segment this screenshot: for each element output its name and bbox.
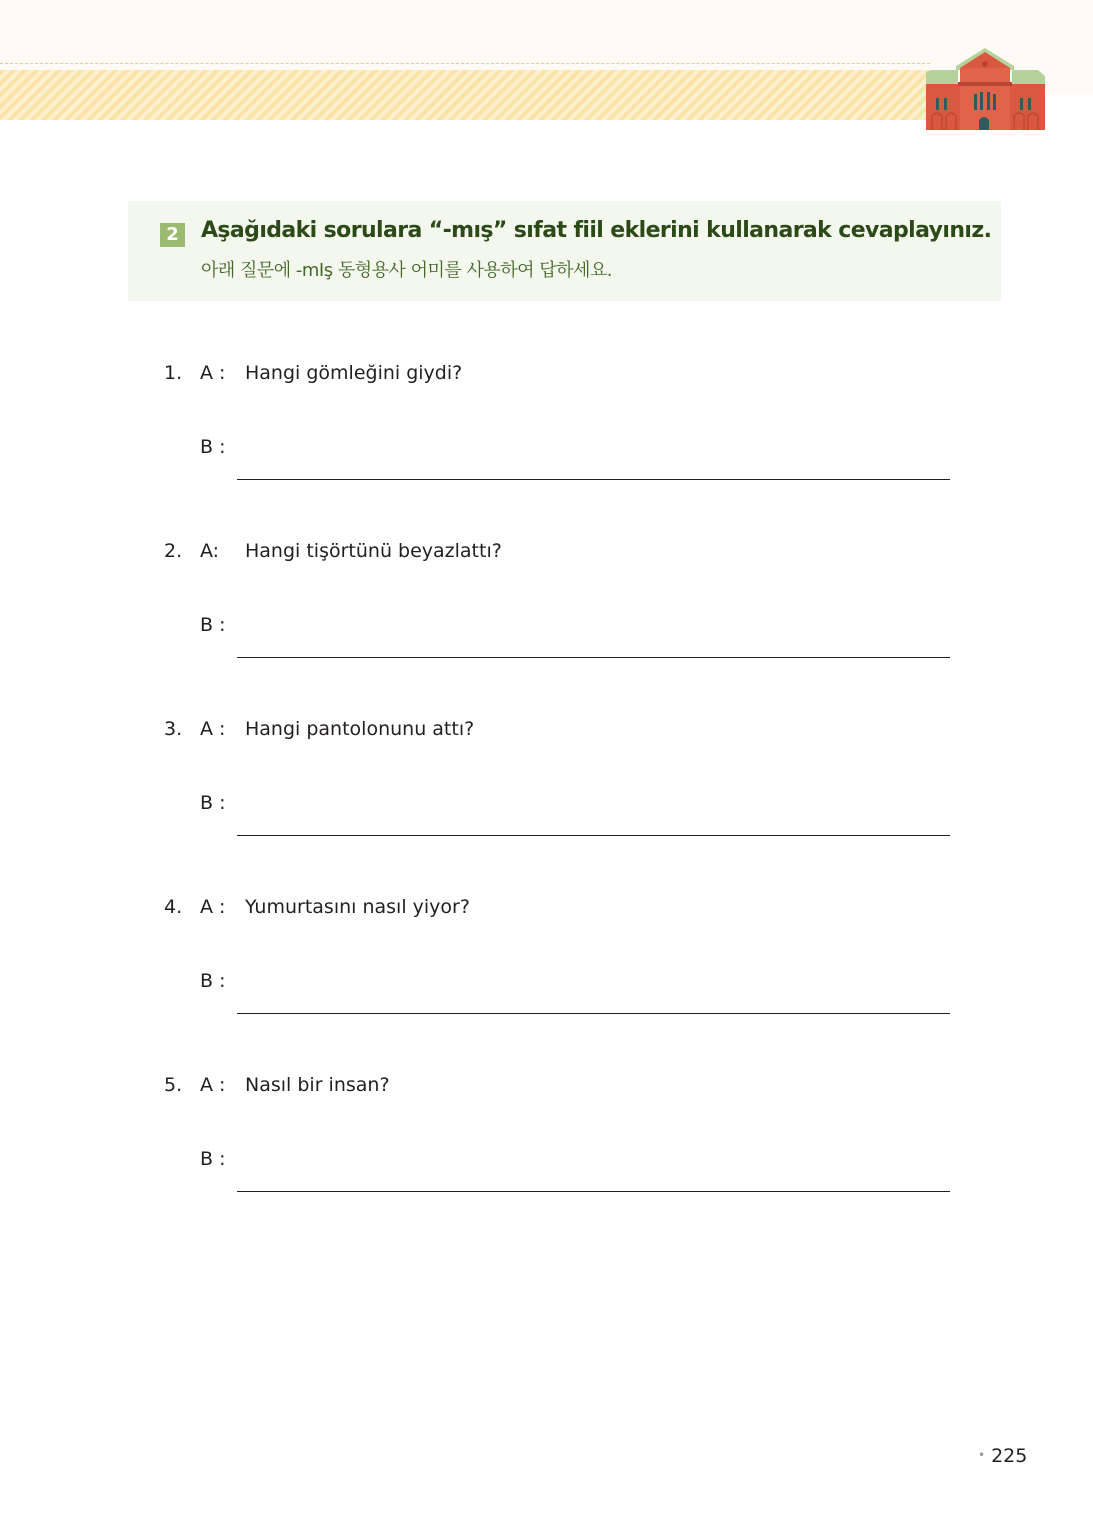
header-stripe-band [0,70,935,120]
page-number [978,1445,1027,1467]
dot-icon: • [978,1448,986,1462]
speaker-b-label: B : [200,1148,226,1170]
item-number: 1. [164,362,183,384]
item-number: 4. [164,896,183,918]
speaker-a-label: A : [200,718,226,740]
question-number-badge: 2 [160,223,185,247]
speaker-b-label: B : [200,614,226,636]
exercise-item [0,1074,1093,1204]
answer-line[interactable] [237,479,950,480]
speaker-a-label: A : [200,362,226,384]
page-number-text: 225 [991,1445,1028,1467]
answer-line[interactable] [237,657,950,658]
speaker-b-label: B : [200,970,226,992]
exercise-item [0,896,1093,1026]
answer-line[interactable] [237,1013,950,1014]
exercise-item [0,540,1093,670]
item-number: 2. [164,540,183,562]
question-text: Yumurtasını nasıl yiyor? [245,896,470,918]
item-number: 5. [164,1074,183,1096]
exercise-item [0,362,1093,492]
answer-line[interactable] [237,835,950,836]
speaker-a-label: A : [200,1074,226,1096]
item-number: 3. [164,718,183,740]
question-text: Hangi tişörtünü beyazlattı? [245,540,502,562]
speaker-b-label: B : [200,792,226,814]
building-illustration [922,44,1048,132]
question-text: Hangi gömleğini giydi? [245,362,463,384]
speaker-b-label: B : [200,436,226,458]
instruction-box [128,201,1001,301]
question-text: Nasıl bir insan? [245,1074,390,1096]
speaker-a-label: A: [200,540,220,562]
exercise-item [0,718,1093,848]
answer-line[interactable] [237,1191,950,1192]
question-text: Hangi pantolonunu attı? [245,718,475,740]
instruction-text-turkish: Aşağıdaki sorulara “-mış” sıfat fiil eklerini kullanarak cevaplayınız. [201,218,992,243]
instruction-text-korean: 아래 질문에 -mIş 동형용사 어미를 사용하여 답하세요. [201,260,613,281]
speaker-a-label: A : [200,896,226,918]
header-dotted-divider [0,63,930,64]
